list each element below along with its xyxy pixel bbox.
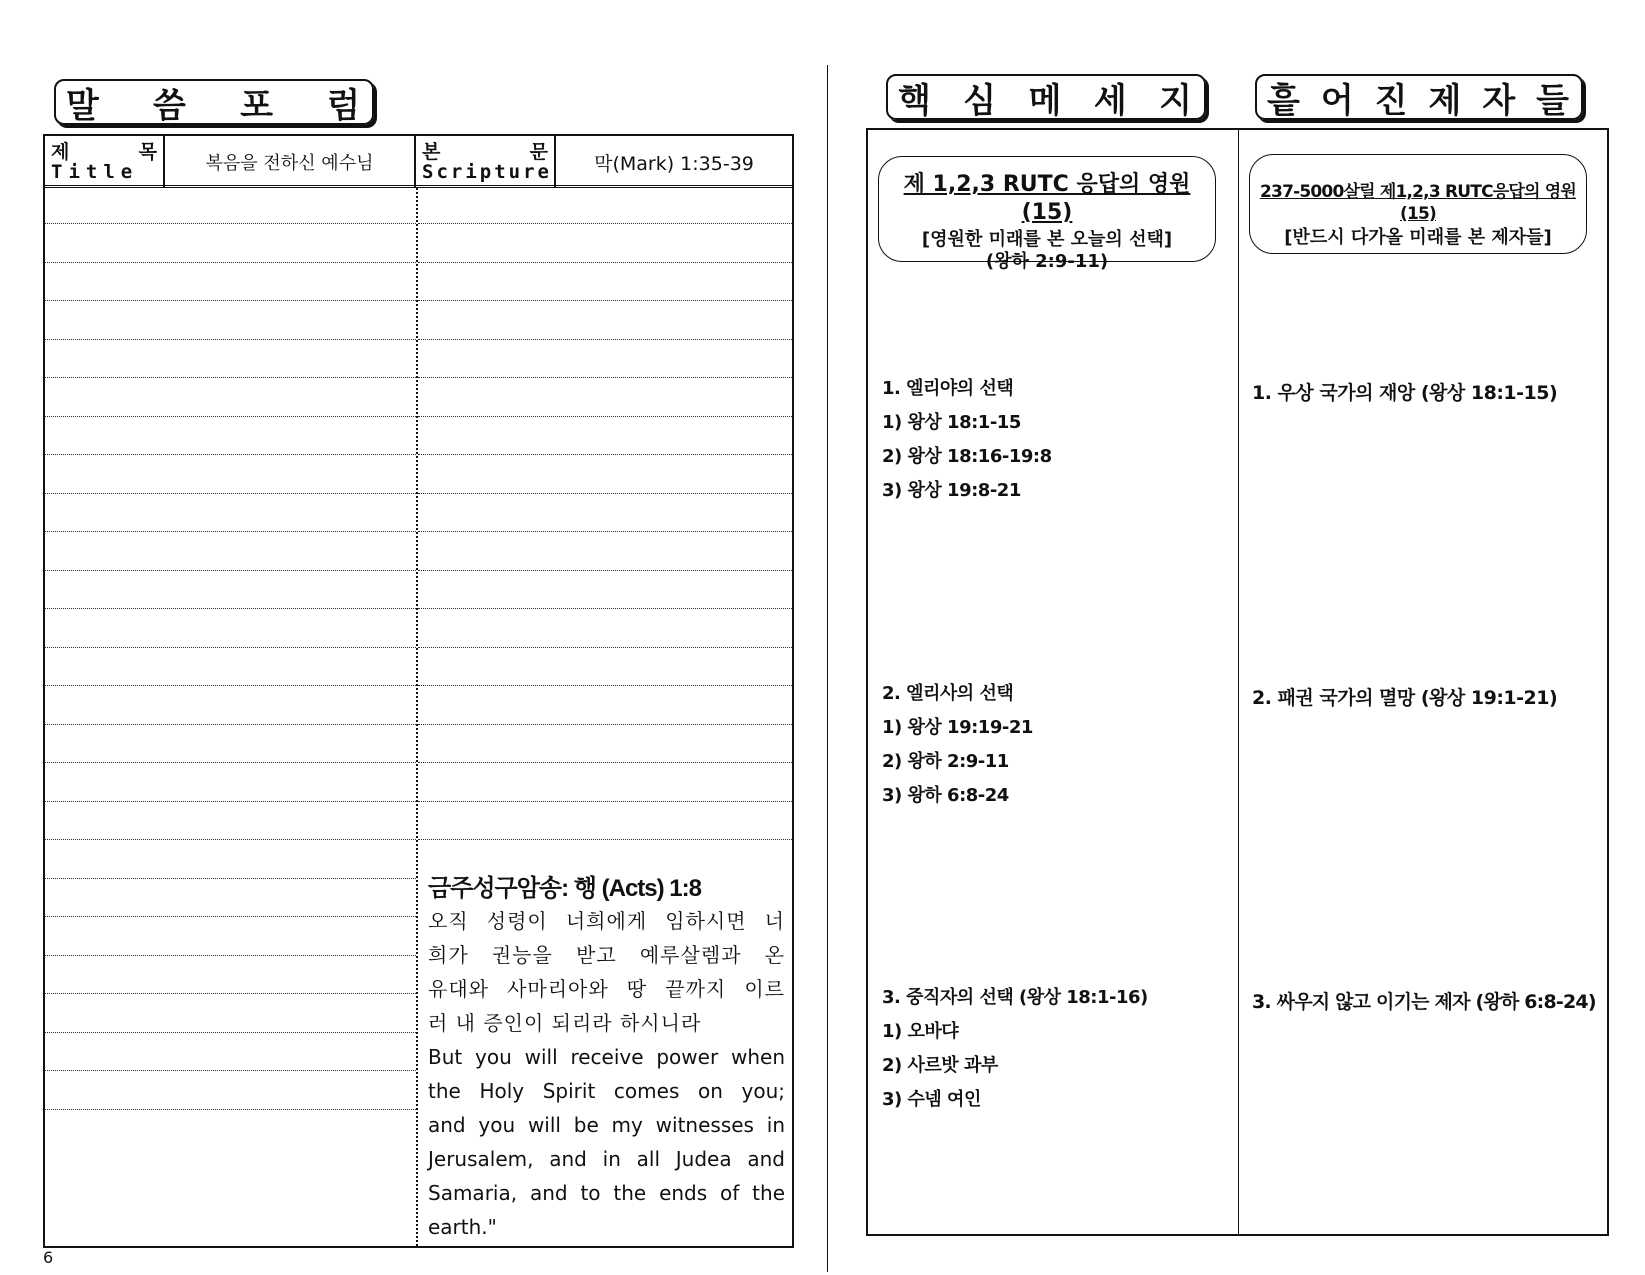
title-char: 핵	[898, 80, 933, 121]
note-line	[45, 647, 416, 648]
section-item: 2) 왕상 18:16-19:8	[882, 446, 1052, 467]
note-line	[418, 339, 792, 340]
title-label-ko: 목	[138, 141, 157, 163]
title-char: 럼	[327, 85, 362, 126]
scripture-label-ko: 문	[529, 141, 548, 163]
memory-verse-line: 러 내 증인이 되리라 하시니라	[428, 1011, 702, 1035]
scripture-label-cell	[416, 136, 556, 188]
note-line	[45, 223, 416, 224]
scripture-label-ko: 본	[422, 141, 441, 163]
section-heading: 1. 엘리야의 선택	[882, 378, 1014, 399]
disciples-item: 3. 싸우지 않고 이기는 제자 (왕하 6:8-24)	[1252, 991, 1596, 1013]
note-line	[45, 1070, 416, 1071]
note-line	[45, 1109, 416, 1110]
section-heading: 2. 엘리사의 선택	[882, 683, 1014, 704]
title-char: 흩	[1267, 80, 1302, 121]
title-char: 지	[1159, 80, 1194, 121]
section-item: 3) 수넴 여인	[882, 1089, 981, 1110]
column-divider	[1238, 130, 1239, 1234]
note-line	[45, 377, 416, 378]
disciples-message-title: 237-5000살릴 제1,2,3 RUTC응답의 영원(15)	[1260, 182, 1576, 224]
memory-verse-block	[428, 874, 785, 1244]
disciples-item: 1. 우상 국가의 재앙 (왕상 18:1-15)	[1252, 382, 1558, 404]
memory-verse-line: 오직 성령이 너희에게 임하시면 너	[428, 909, 785, 933]
title-char: 진	[1374, 80, 1410, 121]
scripture-reference: 막(Mark) 1:35-39	[594, 152, 754, 175]
note-line	[418, 801, 792, 802]
section-item: 2) 사르밧 과부	[882, 1055, 998, 1076]
header-row	[45, 136, 792, 188]
memory-verse-line: and you will be my witnesses in	[428, 1113, 785, 1137]
note-line	[45, 685, 416, 686]
note-line	[45, 454, 416, 455]
note-line	[45, 916, 416, 917]
note-line	[45, 531, 416, 532]
memory-verse-line: earth."	[428, 1215, 497, 1239]
note-line	[418, 647, 792, 648]
scripture-value-cell	[556, 136, 792, 188]
note-line	[418, 416, 792, 417]
memory-verse-line: Samaria, and to the ends of the	[428, 1181, 785, 1205]
note-line	[418, 223, 792, 224]
memory-verse-line: 유대와 사마리아와 땅 끝까지 이르	[428, 977, 785, 1001]
memory-verse-line: 희가 권능을 받고 예루살렘과 온	[428, 943, 785, 967]
disciples-message-subtitle: [반드시 다가올 미래를 본 제자들]	[1284, 227, 1552, 248]
note-line	[45, 300, 416, 301]
title-char: 제	[1428, 80, 1464, 121]
title-label-ko: 제	[51, 141, 70, 163]
column-divider	[416, 188, 418, 1246]
title-label-cell	[45, 136, 165, 188]
core-message-title: 제 1,2,3 RUTC 응답의 영원 (15)	[903, 172, 1191, 225]
note-line	[45, 724, 416, 725]
note-line	[418, 531, 792, 532]
title-char: 자	[1482, 80, 1518, 121]
title-char: 포	[240, 85, 275, 126]
core-message-box	[878, 156, 1216, 272]
note-line	[45, 955, 416, 956]
sermon-notes-frame	[43, 134, 794, 1248]
title-char: 세	[1093, 80, 1129, 121]
note-line	[418, 724, 792, 725]
section-item: 2) 왕하 2:9-11	[882, 751, 1009, 772]
section-title-core-message	[886, 74, 1206, 120]
note-line	[418, 570, 792, 571]
note-line	[45, 262, 416, 263]
note-line	[45, 839, 416, 840]
note-line	[45, 878, 416, 879]
note-line	[418, 377, 792, 378]
note-line	[45, 608, 416, 609]
title-char: 말	[66, 85, 101, 126]
sermon-title: 복음을 전하신 예수님	[205, 153, 374, 174]
page-number: 6	[43, 1248, 54, 1267]
note-line	[45, 570, 416, 571]
section-item: 3) 왕상 19:8-21	[882, 480, 1021, 501]
note-line	[45, 493, 416, 494]
memory-verse-english	[428, 1040, 785, 1244]
memory-verse-line: Jerusalem, and in all Judea and	[428, 1147, 785, 1171]
section-title-scattered-disciples	[1255, 74, 1583, 120]
note-line	[45, 1032, 416, 1033]
scripture-label-en: Scripture	[422, 161, 552, 183]
memory-verse-korean	[428, 904, 785, 1040]
section-item: 1) 오바댜	[882, 1021, 959, 1042]
disciples-message-box	[1249, 154, 1587, 254]
section-title-word-forum	[54, 79, 374, 125]
title-char: 심	[963, 80, 999, 121]
title-label-en: Title	[51, 161, 139, 183]
section-item: 1) 왕상 18:1-15	[882, 412, 1021, 433]
title-value-cell	[165, 136, 416, 188]
title-char: 메	[1028, 80, 1064, 121]
title-char: 씀	[153, 85, 188, 126]
page-fold-line	[827, 65, 828, 1272]
note-line	[418, 262, 792, 263]
note-line	[418, 762, 792, 763]
message-frame	[866, 128, 1609, 1236]
note-line	[45, 339, 416, 340]
note-line	[418, 454, 792, 455]
note-line	[418, 300, 792, 301]
note-line	[418, 685, 792, 686]
memory-verse-title: 금주성구암송: 행 (Acts) 1:8	[428, 874, 785, 904]
note-line	[418, 493, 792, 494]
title-char: 들	[1536, 80, 1571, 121]
core-message-subtitle: [영원한 미래를 본 오늘의 선택]	[921, 229, 1173, 250]
note-line	[45, 993, 416, 994]
title-char: 어	[1320, 80, 1356, 121]
note-line	[45, 762, 416, 763]
note-line	[418, 608, 792, 609]
note-line	[45, 416, 416, 417]
section-item: 3) 왕하 6:8-24	[882, 785, 1009, 806]
section-item: 1) 왕상 19:19-21	[882, 717, 1033, 738]
disciples-item: 2. 패권 국가의 멸망 (왕상 19:1-21)	[1252, 687, 1558, 709]
memory-verse-line: But you will receive power when	[428, 1045, 785, 1069]
section-heading: 3. 중직자의 선택 (왕상 18:1-16)	[882, 987, 1148, 1008]
memory-verse-line: the Holy Spirit comes on you;	[428, 1079, 785, 1103]
note-line	[418, 839, 792, 840]
note-line	[45, 801, 416, 802]
core-message-reference: (왕하 2:9-11)	[985, 251, 1109, 272]
